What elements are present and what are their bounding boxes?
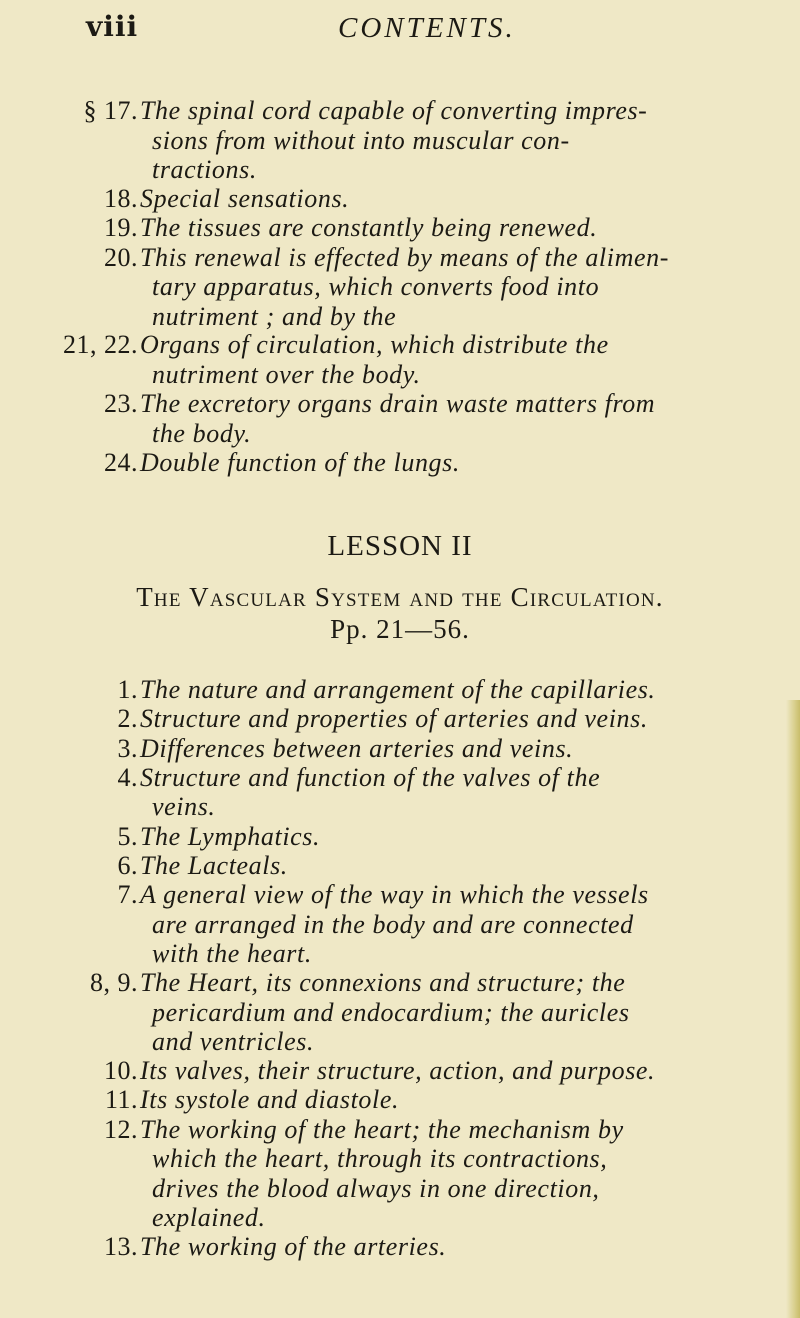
entry-number: 10. [104, 1055, 138, 1085]
entry-number: § 17. [83, 96, 138, 125]
lesson-subtitle: The Vascular System and the Circulation. [136, 582, 664, 612]
running-head [86, 10, 726, 62]
entry-number: 2. [117, 704, 138, 734]
lesson-page-range: Pp. 21—56. [330, 614, 470, 644]
running-title: CONTENTS. [338, 12, 516, 44]
entry-number: 8, 9. [90, 968, 138, 997]
entry-text [140, 1114, 764, 1233]
entry-number: 19. [104, 213, 138, 243]
entry-number: 24. [104, 447, 138, 477]
entry-text [140, 213, 764, 243]
entry-text [140, 389, 764, 448]
entry-line: Its systole and diastole. [140, 1085, 400, 1115]
entry-line: Its valves, their structure, action, and purpose. [140, 1055, 656, 1085]
entry-text [140, 1055, 764, 1086]
entry-number: 3. [117, 733, 138, 763]
entry-text [140, 850, 764, 881]
page-number: viii [86, 10, 139, 43]
entry-line: Double function of the lungs. [140, 447, 460, 477]
entry-line: The spinal cord capable of converting impres- [140, 96, 648, 125]
entry-line: The Lacteals. [140, 850, 288, 880]
entry-text [140, 675, 764, 705]
entry-number: 21, 22. [63, 330, 138, 360]
entry-line: drives the blood always in one direction, [152, 1173, 600, 1203]
entry-line: Structure and properties of arteries and veins. [140, 704, 648, 734]
entry-text [140, 880, 764, 969]
entry-number: 6. [117, 850, 138, 880]
entry-number: 20. [104, 242, 138, 272]
entry-line: The tissues are constantly being renewed. [140, 213, 598, 243]
entry-number: 12. [104, 1114, 138, 1144]
entry-line: the body. [152, 418, 252, 448]
entry-text [140, 96, 764, 185]
entry-line: A general view of the way in which the vessels [140, 880, 649, 910]
entry-line: nutriment over the body. [152, 359, 421, 389]
entry-line: The Lymphatics. [140, 821, 321, 851]
entry-text [140, 447, 764, 478]
entry-line: nutriment ; and by the [152, 301, 397, 331]
page-edge-shadow [786, 700, 800, 1318]
entry-number: 7. [117, 880, 138, 910]
entry-text [140, 762, 764, 822]
entry-line: The working of the arteries. [140, 1231, 447, 1261]
entry-number: 13. [104, 1231, 138, 1261]
entry-line: The working of the heart; the mechanism by [140, 1114, 624, 1144]
entry-text [140, 330, 764, 389]
entry-line: pericardium and endocardium; the auricles [152, 997, 630, 1027]
entry-text [140, 1231, 764, 1262]
entry-line: and ventricles. [152, 1027, 315, 1056]
entry-line: The excretory organs drain waste matters from [140, 389, 656, 418]
entry-number: 18. [104, 183, 138, 213]
entry-number: 11. [104, 1085, 138, 1115]
entry-text [140, 1085, 764, 1115]
entry-text [140, 733, 764, 764]
entry-line: tractions. [152, 155, 257, 184]
lesson-heading: LESSON II [327, 530, 473, 562]
entry-line: are arranged in the body and are connected [152, 909, 634, 939]
entry-line: with the heart. [152, 939, 312, 969]
entry-number: 23. [104, 389, 138, 418]
entry-number: 5. [117, 821, 138, 851]
entry-number: 4. [117, 762, 138, 792]
entry-line: veins. [152, 792, 216, 822]
entry-line: Organs of circulation, which distribute the [140, 330, 609, 360]
entry-text [140, 704, 764, 734]
entry-text [140, 821, 764, 852]
entry-line: Special sensations. [140, 183, 350, 213]
entry-text [140, 242, 764, 332]
entry-line: sions from without into muscular con- [152, 125, 570, 155]
entry-text [140, 183, 764, 214]
entry-line: explained. [152, 1203, 266, 1232]
entry-line: which the heart, through its contractions, [152, 1144, 608, 1173]
entry-line: Differences between arteries and veins. [140, 733, 574, 763]
entry-number: 1. [117, 675, 138, 704]
entry-line: This renewal is effected by means of the alimen- [140, 242, 669, 272]
entry-line: The Heart, its connexions and structure; the [140, 968, 626, 997]
entry-line: tary apparatus, which converts food into [152, 272, 600, 301]
entry-line: Structure and function of the valves of the [140, 762, 601, 792]
entry-text [140, 968, 764, 1057]
entry-line: The nature and arrangement of the capillaries. [140, 675, 656, 704]
